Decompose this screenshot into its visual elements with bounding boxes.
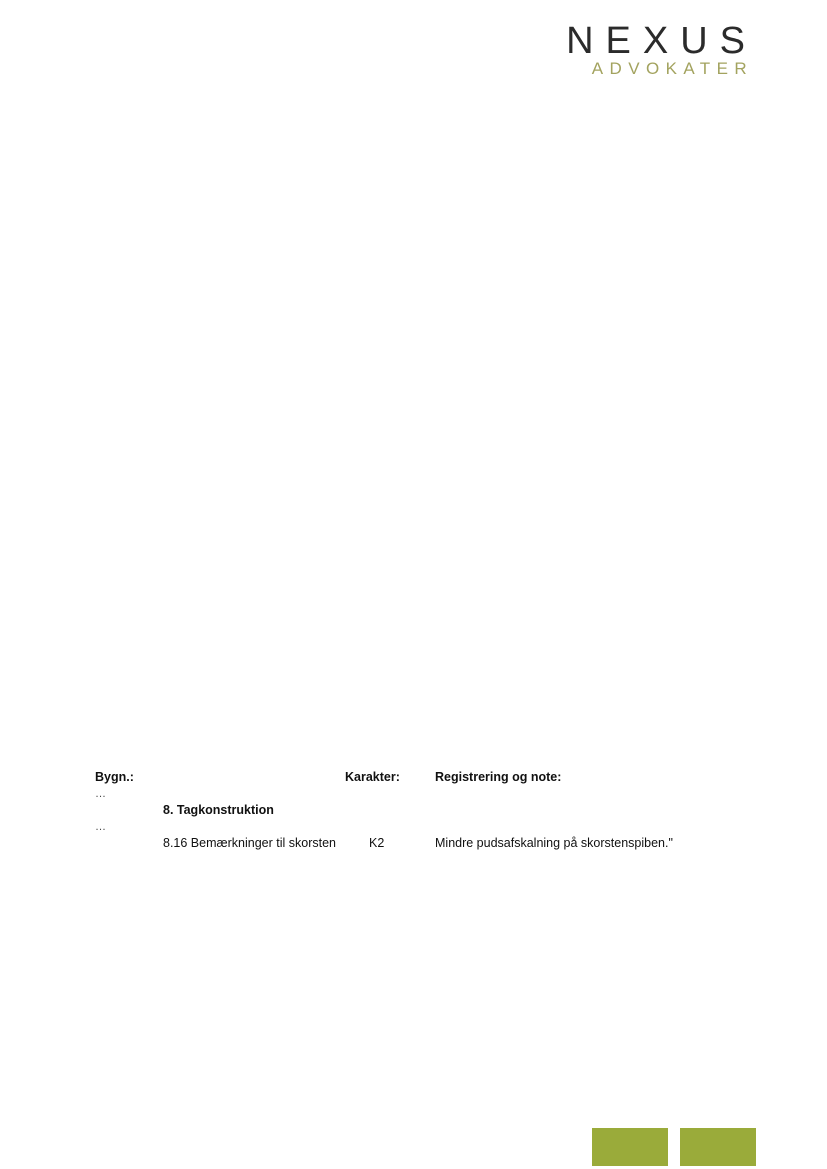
header-note: Registrering og note: [435,770,562,784]
footer-accent-block-right [680,1128,756,1166]
header-grade: Karakter: [345,770,400,784]
logo-tagline: ADVOKATER [591,59,753,78]
header-building: Bygn.: [95,770,134,784]
ellipsis-1: … [95,788,106,800]
logo-name: NEXUS [566,20,757,62]
ellipsis-2: … [95,821,106,833]
section-title: 8. Tagkonstruktion [163,803,274,817]
row-note: Mindre pudsafskalning på skorstenspiben." [435,836,673,850]
row-item: 8.16 Bemærkninger til skorsten [163,836,336,850]
nexus-advokater-logo [566,20,757,78]
footer-accent-block-left [592,1128,668,1166]
row-grade: K2 [369,836,385,850]
